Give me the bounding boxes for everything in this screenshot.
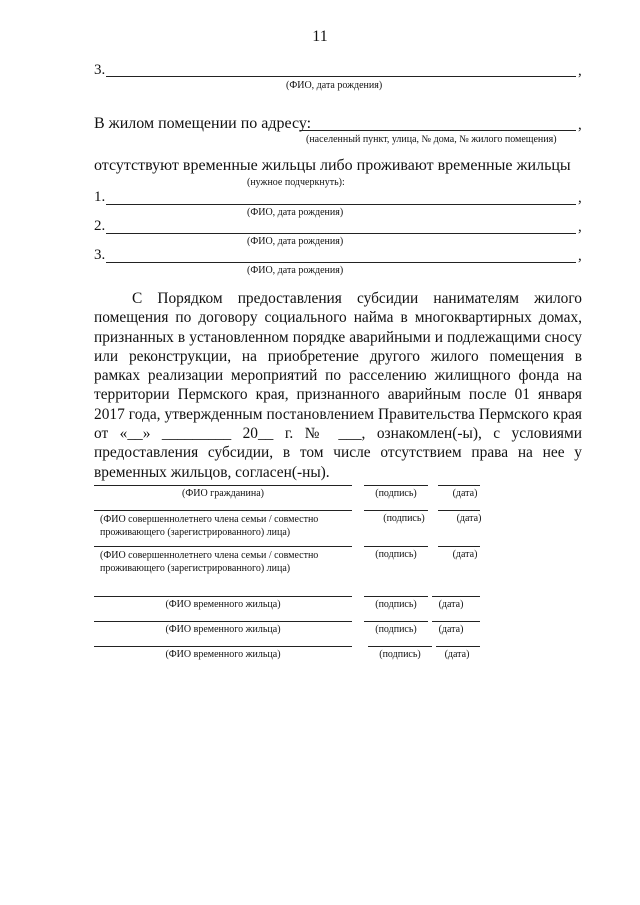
signature-date-line (432, 596, 480, 597)
field-caption: (ФИО, дата рождения) (247, 236, 344, 247)
signature-sign-caption: (подпись) (375, 549, 417, 560)
signature-sign-caption: (подпись) (375, 624, 417, 635)
signature-name-caption: (ФИО временного жильца) (165, 649, 281, 660)
signature-sign-line (364, 510, 428, 511)
signature-date-caption: (дата) (438, 599, 464, 610)
consent-paragraph: С Порядком предоставления субсидии нанимателям жилого помещения по договору социального найма в многоквартирных домах, признанных в установленном порядке аварийными и подлежащими сносу или реконструкции, на приобретение другого жилого помещения в рамках реализации мероприятий по расселению жилищного фонда на территории Пермского края, признанного аварийным после 01 января 2017 года, утвержденным постановлением Правительства Пермского края от «__» _________ 20__ г. № ___, ознакомлен(-ы), с условиями предоставления субсидии, в том числе отсутствием права на нее у временных жильцов, согласен(-ны). (94, 290, 582, 481)
page-number: 11 (312, 28, 328, 45)
fill-line (106, 204, 576, 205)
line-comma: , (578, 117, 582, 133)
signature-name-line (94, 646, 352, 647)
signature-name-line (94, 510, 352, 511)
item-number: 1. (94, 189, 106, 205)
signature-sign-line (364, 596, 428, 597)
signature-sign-line (364, 485, 428, 486)
signature-name-caption: (ФИО гражданина) (182, 488, 264, 499)
signature-name-line (94, 621, 352, 622)
signature-name-caption: (ФИО совершеннолетнего члена семьи / совместно проживающего (зарегистрированного) лица) (100, 514, 319, 538)
signature-name-line (94, 596, 352, 597)
item-number: 3. (94, 62, 106, 78)
field-caption: (ФИО, дата рождения) (286, 80, 383, 91)
address-label: В жилом помещении по адресу: (94, 115, 312, 132)
line-comma: , (578, 190, 582, 206)
item-number: 2. (94, 218, 106, 234)
signature-date-caption: (дата) (444, 649, 470, 660)
signature-sign-caption: (подпись) (375, 599, 417, 610)
signature-date-line (438, 546, 480, 547)
field-caption: (ФИО, дата рождения) (247, 265, 344, 276)
item-number: 3. (94, 247, 106, 263)
fill-line (106, 262, 576, 263)
signature-name-caption: (ФИО временного жильца) (165, 624, 281, 635)
underline-note: (нужное подчеркнуть): (247, 177, 345, 188)
fill-line (106, 76, 576, 77)
signature-date-caption: (дата) (452, 488, 478, 499)
address-fill-line (300, 130, 576, 131)
signature-name-line (94, 546, 352, 547)
fill-line (106, 233, 576, 234)
signature-sign-line (364, 546, 428, 547)
signature-sign-line (368, 646, 432, 647)
signature-date-line (436, 646, 480, 647)
signature-date-caption: (дата) (456, 513, 482, 524)
line-comma: , (578, 248, 582, 264)
field-caption: (ФИО, дата рождения) (247, 207, 344, 218)
signature-sign-caption: (подпись) (375, 488, 417, 499)
temp-residents-statement: отсутствуют временные жильцы либо проживают временные жильцы (94, 157, 571, 174)
signature-date-caption: (дата) (452, 549, 478, 560)
signature-name-caption: (ФИО временного жильца) (165, 599, 281, 610)
signature-sign-caption: (подпись) (379, 649, 421, 660)
signature-name-caption: (ФИО совершеннолетнего члена семьи / совместно проживающего (зарегистрированного) лица) (100, 550, 319, 574)
signature-date-caption: (дата) (438, 624, 464, 635)
address-caption: (населенный пункт, улица, № дома, № жилого помещения) (306, 134, 557, 145)
signature-sign-line (364, 621, 428, 622)
signature-sign-caption: (подпись) (383, 513, 425, 524)
signature-date-line (438, 510, 480, 511)
signature-date-line (432, 621, 480, 622)
line-comma: , (578, 219, 582, 235)
line-comma: , (578, 63, 582, 79)
signature-name-line (94, 485, 352, 486)
signature-date-line (438, 485, 480, 486)
